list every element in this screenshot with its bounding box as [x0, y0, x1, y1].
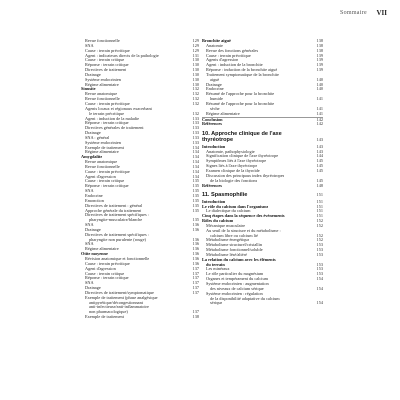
toc-entry-page: 135	[192, 207, 199, 213]
toc-entry-page: 136	[192, 226, 199, 232]
toc-entry-page: 154	[316, 276, 323, 282]
toc-entry-label: humide	[210, 97, 223, 102]
toc-entry-page: 132	[192, 86, 199, 92]
toc-entry-label: Drainage	[85, 286, 101, 291]
toc-entry-page: 151	[316, 213, 323, 219]
toc-entry-label: Régime alimentaire	[85, 150, 119, 155]
toc-entry-page: 138	[316, 47, 323, 53]
toc-entry-label: Signification clinique de l'axe thyréotrope	[206, 154, 279, 159]
toc-entry-page: 129	[192, 38, 199, 43]
toc-entry-label: Agents locaux et régionaux exacerbant	[85, 106, 152, 111]
toc-entry-label: aiguë	[210, 77, 220, 82]
toc-entry-page: 136	[192, 260, 199, 266]
toc-entry-page: 152	[316, 237, 323, 243]
toc-entry-page: 134	[192, 163, 199, 169]
toc-entry-label: Anatomie, pathophysiologie	[206, 149, 255, 154]
toc-entry-label: Exemple de traitement (phase analgésique	[85, 295, 158, 300]
toc-entry-page: 135	[192, 183, 199, 189]
toc-entry-label: Références	[202, 183, 222, 188]
toc-entry-label: le terrain précritique	[89, 111, 125, 116]
toc-entry-label: Directives de traitement spécifiques :	[85, 232, 149, 237]
chapter-heading[interactable]	[202, 131, 323, 144]
toc-entry-label: SNA	[85, 242, 94, 247]
toc-entry-page: 152	[316, 222, 323, 228]
toc-entry-page: 138	[192, 314, 199, 320]
toc-entry-label: de la biologie des fonctions	[210, 178, 258, 183]
toc-entry-page: 134	[192, 149, 199, 155]
toc-entry-label: Réponse : terrain critique	[85, 63, 129, 68]
toc-entry-label: SNA	[85, 223, 94, 228]
toc-entry-page: 130	[192, 62, 199, 68]
toc-entry-label: de la disponibilité adaptative du calcium	[210, 296, 280, 301]
toc-entry-label: non pharmacologique)	[89, 310, 128, 315]
toc-entry-page: 140	[316, 81, 323, 87]
toc-entry-page: 130	[192, 81, 199, 87]
toc-entry-page: 132	[192, 100, 199, 106]
toc-entry-label: Système endocrinien	[85, 77, 121, 82]
toc-entry-label: Drainage	[85, 227, 101, 232]
toc-entry-label: Le rôle du calcium dans l'organisme	[202, 204, 269, 209]
toc-entry-page: 135	[192, 188, 199, 194]
toc-entry-label: Révision anatomique et fonctionnelle	[85, 256, 150, 261]
toc-entry-page: 145	[316, 177, 323, 183]
toc-entry-page: 153	[316, 266, 323, 272]
toc-entry-label: Métabolisme lésé/altéré	[206, 252, 247, 257]
toc-entry-label: Revue anatomique	[85, 92, 118, 97]
toc-entry-label: sèche	[210, 106, 220, 111]
toc-entry-label: Approche générale du traitement	[85, 208, 142, 213]
toc-entry-label: Réponse : terrain critique	[85, 276, 129, 281]
toc-entry-label: Endocrine	[206, 87, 224, 92]
toc-entry-label: Revue fonctionnelle	[85, 97, 120, 102]
toc-entry-label: Conclusion	[202, 117, 223, 122]
toc-entry-page: 131	[192, 52, 199, 58]
toc-entry-label: Métabolisme structurel/cristallin	[206, 243, 262, 248]
toc-entry[interactable]	[202, 301, 323, 306]
toc-entry-label: des niveaux de calcium sérique	[210, 286, 264, 291]
toc-entry-label: Les minéraux	[206, 267, 230, 272]
toc-entry-label: Symptômes liés à l'axe thyréotrope	[206, 159, 267, 164]
chapter-title: 10. Approche clinique de l'axe thyréotrope	[202, 131, 282, 144]
toc-entry-page: 141	[316, 110, 323, 116]
toc-entry[interactable]	[202, 122, 323, 127]
toc-entry-page: 153	[316, 247, 323, 253]
toc-entry-label: Agent d'agression	[85, 174, 116, 179]
toc-entry-label: Cause : terrain précritique	[85, 261, 130, 266]
toc-entry-page: 136	[192, 246, 199, 252]
toc-entry-label: Revue fonctionnelle	[85, 164, 120, 169]
toc-entry-page: 137	[192, 285, 199, 291]
toc-entry-page: 152	[316, 218, 323, 224]
toc-entry-page: 135	[192, 178, 199, 184]
toc-entry-label: Métabolisme fonctionnel/soluble	[206, 248, 263, 253]
toc-entry-page: 133	[192, 130, 199, 136]
toc-entry-label: pharyngite non purulente (rouge)	[89, 237, 146, 242]
toc-entry-label: calcium libre ou calcium lié	[210, 233, 258, 238]
toc-entry-label: pharyngite-musculaire/blanche	[89, 218, 143, 223]
toc-entry-label: SNA	[85, 281, 94, 286]
toc-entry-page: 134	[192, 144, 199, 150]
toc-entry-label: Cause : terrain critique	[85, 271, 125, 276]
toc-entry-label: Endocrine	[85, 194, 103, 198]
toc-entry-page: 140	[316, 76, 323, 82]
toc-entry-page: 139	[316, 62, 323, 68]
toc-entry-page: 138	[316, 38, 323, 43]
toc-entry-label: sérique	[210, 301, 223, 306]
toc-entry-page: 145	[316, 158, 323, 164]
toc-entry-label: Bronchite aiguë	[202, 39, 231, 43]
toc-entry-page: 135	[192, 202, 199, 208]
toc-entry-label: Exemple de traitement	[85, 315, 124, 320]
toc-entry-page: 137	[192, 265, 199, 271]
toc-entry-label: Drainage	[206, 82, 222, 87]
toc-entry[interactable]	[202, 184, 323, 189]
toc-entry-label: Otite moyenne	[81, 252, 108, 257]
toc-entry-label: Revue des fonctions générales	[206, 48, 259, 53]
toc-entry-page: 143	[316, 143, 323, 149]
toc-entry-page: 129	[192, 42, 199, 48]
toc-entry-label: Réponse : induction de la bronchite aiguë	[206, 68, 278, 73]
toc-entry-label: Système endocrinien	[85, 140, 121, 145]
toc-entry-label: Régime alimentaire	[85, 82, 119, 87]
toc-entry-page: 134	[192, 168, 199, 174]
toc-entry-label: Cause : terrain critique	[85, 179, 125, 184]
toc-entry-label: Réponse : terrain critique	[85, 184, 129, 189]
toc-entry-label: Système endocrinien : régulation	[206, 291, 263, 296]
toc-entry-page: 142	[316, 121, 323, 127]
chapter-title: 11. Spasmophilie	[202, 192, 248, 199]
toc-entry-page: 134	[192, 173, 199, 179]
toc-entry-page: 143	[316, 148, 323, 154]
toc-entry-label: Revue fonctionnelle	[85, 39, 120, 43]
toc-entry-label: Discussion des principaux index thyréotropes	[206, 173, 285, 178]
chapter-heading[interactable]	[202, 192, 323, 198]
toc-entry-label: Agent d'agression	[85, 266, 116, 271]
toc-entry-page: 139	[316, 67, 323, 73]
toc-entry-label: Amygdalite	[81, 155, 103, 160]
toc-entry-label: Agent : induction de la maladie	[85, 116, 140, 121]
toc-entry-label: Cinq étapes dans la séquence des événements	[202, 214, 285, 219]
toc-entry-page: 138	[316, 42, 323, 48]
toc-entry-label: Drainage	[85, 72, 101, 77]
toc-entry-page: 133	[192, 125, 199, 131]
toc-entry-label: Au seuil de la structure et du métabolisme :	[206, 228, 281, 233]
toc-entry-page: 144	[316, 153, 323, 159]
toc-entry-page: 137	[192, 275, 199, 281]
toc-entry-label: antipyrétique/décongestionnant	[89, 300, 143, 305]
toc-entry-label: Régime alimentaire	[206, 111, 240, 116]
toc-entry-page: 130	[192, 67, 199, 73]
toc-entry-page: 133	[192, 120, 199, 126]
toc-entry-page: 135	[192, 217, 199, 223]
toc-entry-label: Cause : terrain précritique	[85, 48, 130, 53]
toc-entry-page: 142	[316, 116, 323, 122]
toc-entry-label: Organes et tempérament du calcium	[206, 277, 268, 282]
toc-entry-page: 130	[192, 71, 199, 77]
toc-entry-page: 154	[316, 300, 323, 306]
toc-entry-page: 132	[192, 96, 199, 102]
toc-entry-label: Directives de traitement spécifiques :	[85, 213, 149, 218]
toc-entry-label: Exemple de traitement	[85, 145, 124, 150]
toc-entry-label: Système endocrinien : augmentation	[206, 282, 269, 287]
toc-entry-page: 153	[316, 251, 323, 257]
chapter-page-number: 143	[316, 137, 323, 143]
toc-entry-page: 136	[192, 222, 199, 228]
toc-entry-label: anti-infectieuse/anti-inflammatoire	[89, 305, 149, 310]
toc-entry-page: 130	[192, 57, 199, 63]
toc-entry-page: 145	[316, 168, 323, 173]
toc-entry-label: Émonction	[85, 198, 104, 203]
toc-entry-label: Le dialectique du calcium	[206, 209, 251, 214]
toc-entry-label: Le rôle particulier du magnésium	[206, 272, 264, 277]
toc-entry-page: 137	[192, 280, 199, 286]
toc-entry-page: 135	[192, 193, 199, 198]
toc-entry-page: 137	[192, 309, 199, 315]
toc-entry-label: Signes liés à l'axe thyréotrope	[206, 164, 258, 169]
toc-entry-label: Anatomie	[206, 43, 223, 48]
toc-entry-page: 153	[316, 261, 323, 267]
toc-entry-label: Introduction	[202, 144, 226, 149]
toc-entry-label: Examen clinique de la thyroïde	[206, 169, 260, 173]
toc-entry-label: Agent : indicateurs directs de la pathologie	[85, 53, 159, 58]
toc-entry-label: Cause : terrain précritique	[85, 169, 130, 174]
toc-entry-label: du terrain	[206, 262, 225, 267]
toc-entry-page: 133	[192, 134, 199, 140]
toc-entry-label: SNA : général	[85, 135, 110, 140]
toc-entry-label: Références	[202, 122, 222, 127]
toc-entry-page: 141	[316, 105, 323, 111]
running-title: Sommaire	[339, 10, 367, 16]
toc-entry-label: Rôles du calcium	[202, 219, 234, 224]
toc-entry-page: 151	[316, 198, 323, 204]
toc-entry-page: 153	[316, 271, 323, 277]
toc-entry-page: 135	[192, 197, 199, 203]
toc-entry-page: 136	[192, 241, 199, 247]
toc-entry-page: 145	[316, 163, 323, 169]
toc-entry-label: Directives de traitement	[85, 68, 127, 73]
toc-entry-label: Introduction	[202, 199, 226, 204]
toc-entry-label: Revue anatomique	[85, 160, 118, 165]
toc-entry-page: 151	[316, 203, 323, 209]
toc-entry-page: 153	[316, 242, 323, 248]
toc-entry-label: Cause : terrain précritique	[85, 101, 130, 106]
toc-entry[interactable]	[81, 315, 199, 320]
toc-entry-label: Directives générales de traitement	[85, 126, 144, 131]
toc-entry-label: Résumé de l'approche pour la bronchite	[206, 101, 275, 106]
chapter-page-number: 151	[316, 192, 323, 198]
toc-entry-page: 133	[192, 115, 199, 121]
toc-entry-page: 130	[192, 76, 199, 82]
toc-entry-page: 129	[192, 47, 199, 53]
toc-right-column	[202, 39, 323, 306]
toc-entry-label: Traitement symptomatique de la bronchite	[206, 72, 279, 77]
toc-entry-page: 154	[316, 285, 323, 291]
toc-entry-page: 134	[192, 159, 199, 165]
toc-entry-page: 141	[316, 96, 323, 102]
toc-entry-page: 134	[192, 154, 199, 160]
toc-entry-page: 139	[316, 52, 323, 58]
toc-entry-label: Résumé de l'approche pour la bronchite	[206, 92, 275, 97]
toc-entry-label: Cause : terrain critique	[85, 58, 125, 63]
toc-entry-label: Agent : induction de la bronchite	[206, 63, 263, 68]
page-header	[0, 10, 400, 22]
toc-entry-page: 137	[192, 289, 199, 295]
toc-entry-label: Directives de traitement : général	[85, 203, 143, 208]
toc-entry-label: SNA	[85, 189, 94, 194]
toc-entry-page: 148	[316, 182, 323, 188]
toc-entry-label: Métabolisme énergétique	[206, 238, 250, 243]
toc-left-column	[81, 39, 199, 320]
toc-entry-label: Drainage	[85, 131, 101, 136]
toc-entry-label: Cause : terrain précritique	[206, 53, 251, 58]
toc-entry-label: Régime alimentaire	[85, 247, 119, 252]
toc-entry-page: 132	[192, 91, 199, 97]
toc-entry-page: 133	[192, 139, 199, 145]
toc-entry-label: Mécanique musculaire	[206, 223, 246, 228]
toc-entry-label: Sinusite	[81, 87, 96, 92]
toc-entry-label: Agents d'agression	[206, 58, 239, 63]
toc-entry-page: 132	[192, 110, 199, 116]
toc-entry-label: SNA	[85, 43, 94, 48]
toc-entry-page: 136	[192, 236, 199, 242]
toc-entry-page: 137	[192, 270, 199, 276]
toc-entry-page: 151	[316, 208, 323, 214]
toc-entry-page: 152	[316, 232, 323, 238]
toc-entry-page: 140	[316, 86, 323, 92]
toc-entry-page: 136	[192, 255, 199, 261]
toc-entry-page: 139	[316, 57, 323, 63]
page-number: VII	[376, 9, 387, 17]
toc-entry-page: 136	[192, 251, 199, 257]
toc-entry-label: Réponse : terrain critique	[85, 121, 129, 126]
toc-entry-label: Directives de traitement/symptomatique	[85, 290, 154, 295]
toc-entry-label: La relation du calcium avec les éléments	[202, 257, 276, 262]
